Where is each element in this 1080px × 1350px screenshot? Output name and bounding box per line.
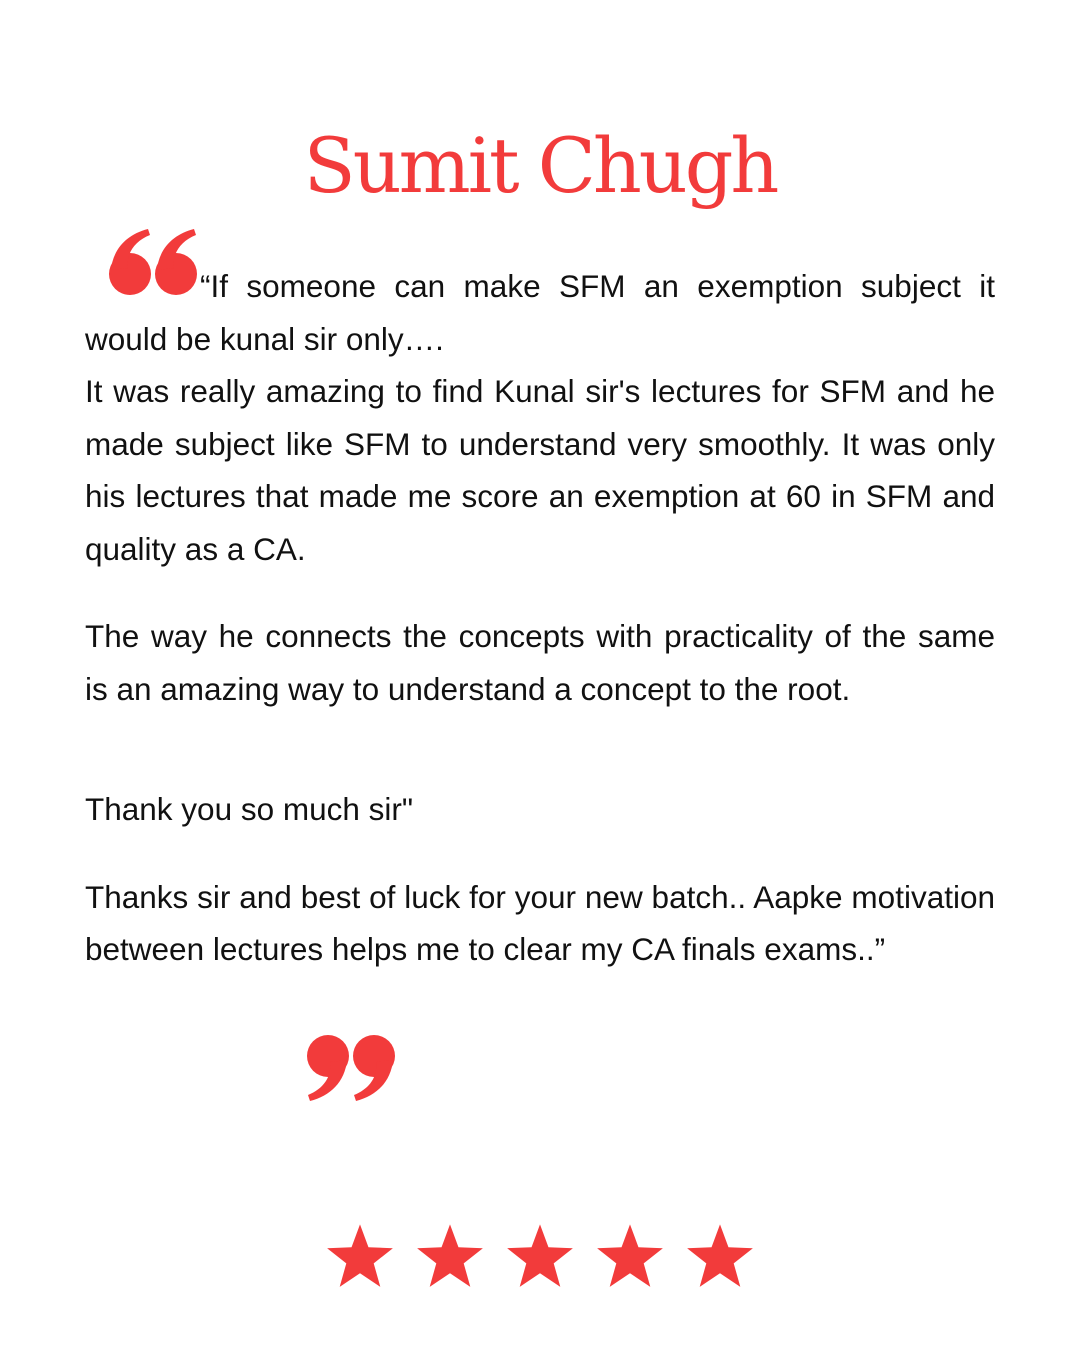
- star-icon: [684, 1220, 756, 1292]
- star-rating: [0, 1220, 1080, 1292]
- testimonial-text: [85, 260, 995, 976]
- star-icon: [594, 1220, 666, 1292]
- reviewer-name: Sumit Chugh: [303, 121, 777, 210]
- testimonial-paragraph: Thank you so much sir": [85, 791, 414, 827]
- testimonial-paragraph: The way he connects the concepts with practicality of the same is an amazing way to understand a concept to the root.: [85, 618, 995, 707]
- star-icon: [324, 1220, 396, 1292]
- quote-line-1: “If someone can make SFM an exemption subject it would be kunal sir only….: [85, 268, 995, 357]
- star-icon: [504, 1220, 576, 1292]
- testimonial-paragraph: Thanks sir and best of luck for your new batch.. Aapke motivation between lectures helps me to clear my CA finals exams..”: [85, 878, 995, 967]
- closing-quote-icon: [304, 1032, 396, 1102]
- star-icon: [414, 1220, 486, 1292]
- quote-line-2: It was really amazing to find Kunal sir's lectures for SFM and he made subject like SFM to understand very smoothly. It was only his lectures that made me score an exemption at 60 in SFM and quality as a CA.: [85, 373, 995, 567]
- testimonial-paragraph: [85, 260, 995, 575]
